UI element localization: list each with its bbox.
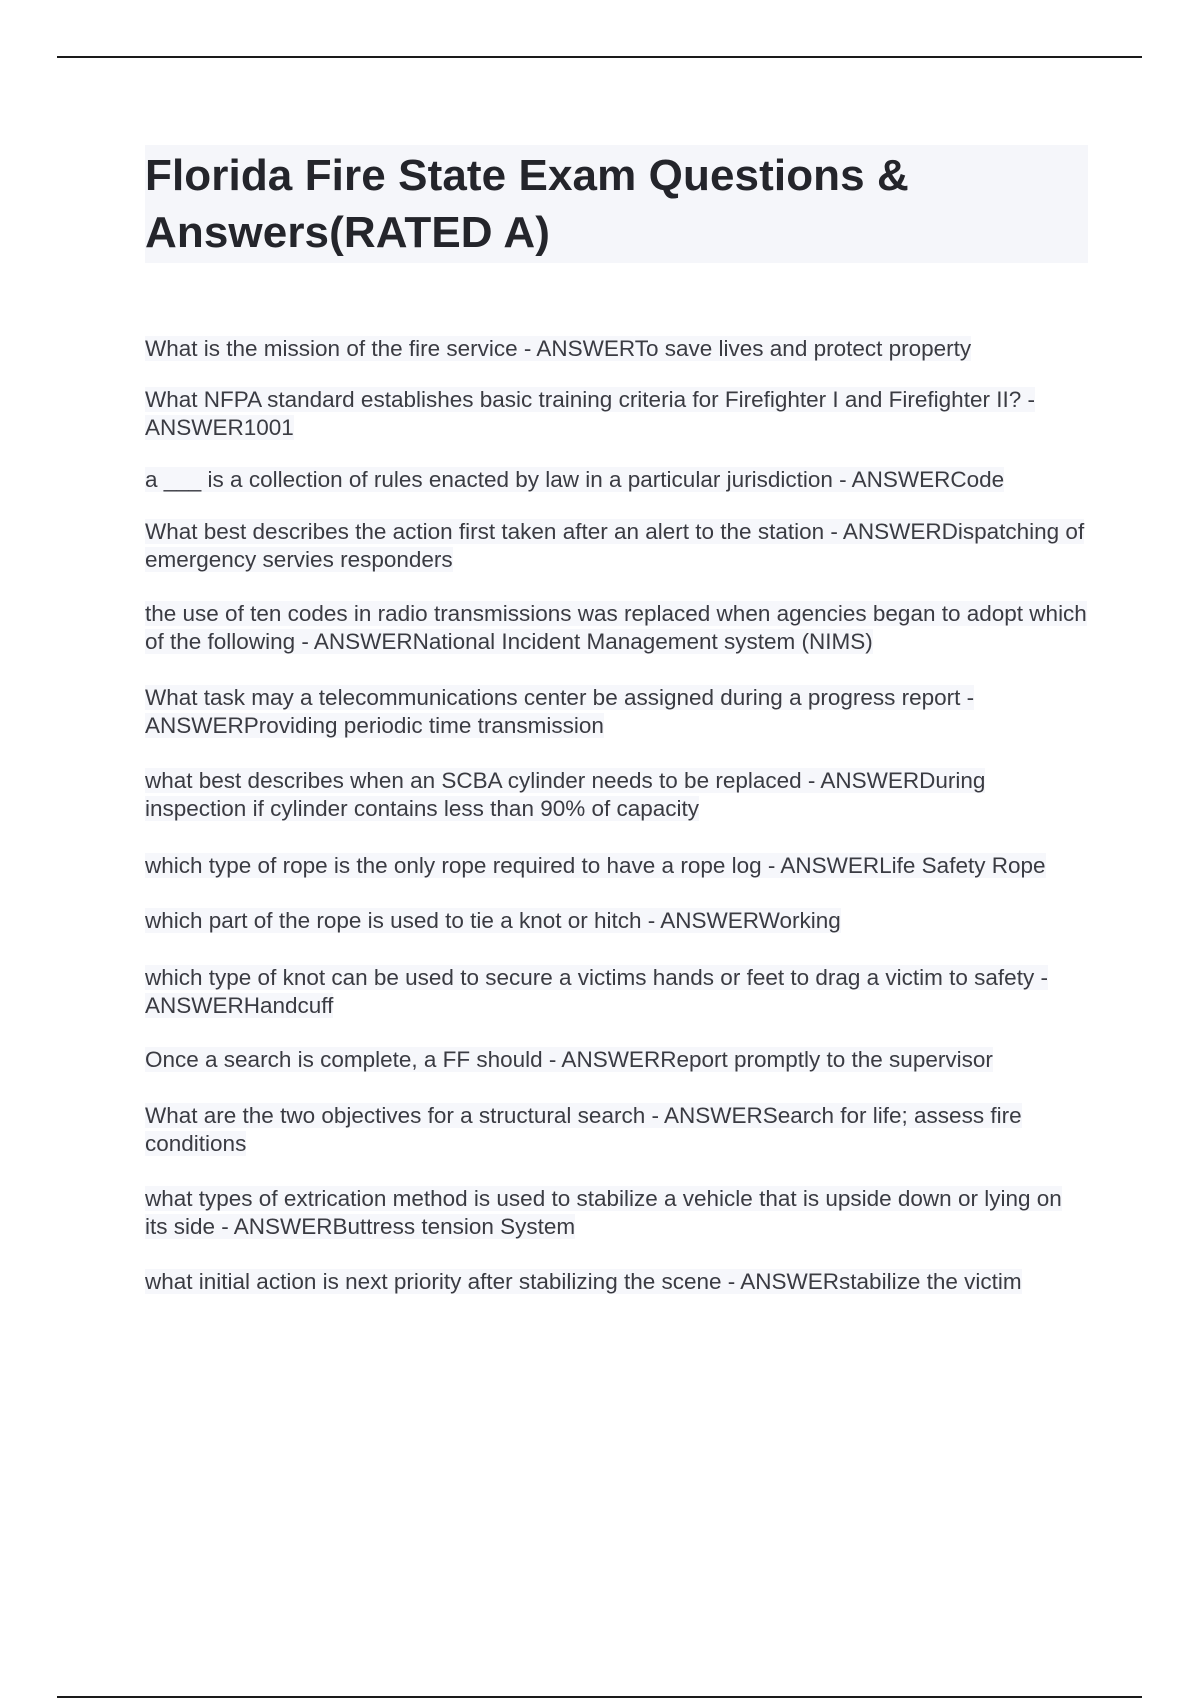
qa-item-text: What task may a telecommunications center be assigned during a progress report - ANSWERProviding periodic time transmission (145, 685, 975, 738)
qa-item (145, 1102, 1090, 1158)
qa-item-text: What is the mission of the fire service - ANSWERTo save lives and protect property (145, 336, 972, 361)
qa-item (145, 518, 1090, 574)
qa-item-text: What best describes the action first taken after an alert to the station - ANSWERDispatching of emergency servies responders (145, 519, 1085, 572)
qa-item (145, 1046, 1090, 1074)
qa-item-text: What are the two objectives for a structural search - ANSWERSearch for life; assess fire conditions (145, 1103, 1022, 1156)
qa-item (145, 466, 1090, 494)
qa-item-text: which type of rope is the only rope required to have a rope log - ANSWERLife Safety Rope (145, 853, 1046, 878)
bottom-rule (57, 1696, 1142, 1698)
qa-item (145, 684, 1090, 740)
qa-item-text: what best describes when an SCBA cylinder needs to be replaced - ANSWERDuring inspection if cylinder contains less than 90% of capacity (145, 768, 986, 821)
qa-item (145, 964, 1090, 1020)
qa-item (145, 600, 1090, 656)
qa-item-text: what types of extrication method is used to stabilize a vehicle that is upside down or lying on its side - ANSWERButtress tension System (145, 1186, 1062, 1239)
qa-item (145, 907, 1090, 935)
qa-list (145, 335, 1090, 1296)
title-block (145, 145, 1088, 263)
qa-item-text: the use of ten codes in radio transmissions was replaced when agencies began to adopt which of the following - ANSWERNational Incident Management system (NIMS) (145, 601, 1087, 654)
qa-item (145, 1185, 1090, 1241)
top-rule (57, 56, 1142, 58)
qa-item (145, 852, 1090, 880)
qa-item (145, 767, 1090, 823)
qa-item-text: which type of knot can be used to secure a victims hands or feet to drag a victim to safety - ANSWERHandcuff (145, 965, 1048, 1018)
qa-item (145, 335, 1090, 363)
qa-item-text: What NFPA standard establishes basic training criteria for Firefighter I and Firefighter II? - ANSWER1001 (145, 387, 1035, 440)
qa-item-text: what initial action is next priority after stabilizing the scene - ANSWERstabilize the victim (145, 1269, 1022, 1294)
qa-item-text: a ___ is a collection of rules enacted by law in a particular jurisdiction - ANSWERCode (145, 467, 1005, 492)
document-title: Florida Fire State Exam Questions & Answers(RATED A) (145, 151, 909, 257)
qa-item (145, 386, 1090, 442)
qa-item-text: Once a search is complete, a FF should - ANSWERReport promptly to the supervisor (145, 1047, 993, 1072)
qa-item-text: which part of the rope is used to tie a knot or hitch - ANSWERWorking (145, 908, 841, 933)
qa-item (145, 1268, 1090, 1296)
